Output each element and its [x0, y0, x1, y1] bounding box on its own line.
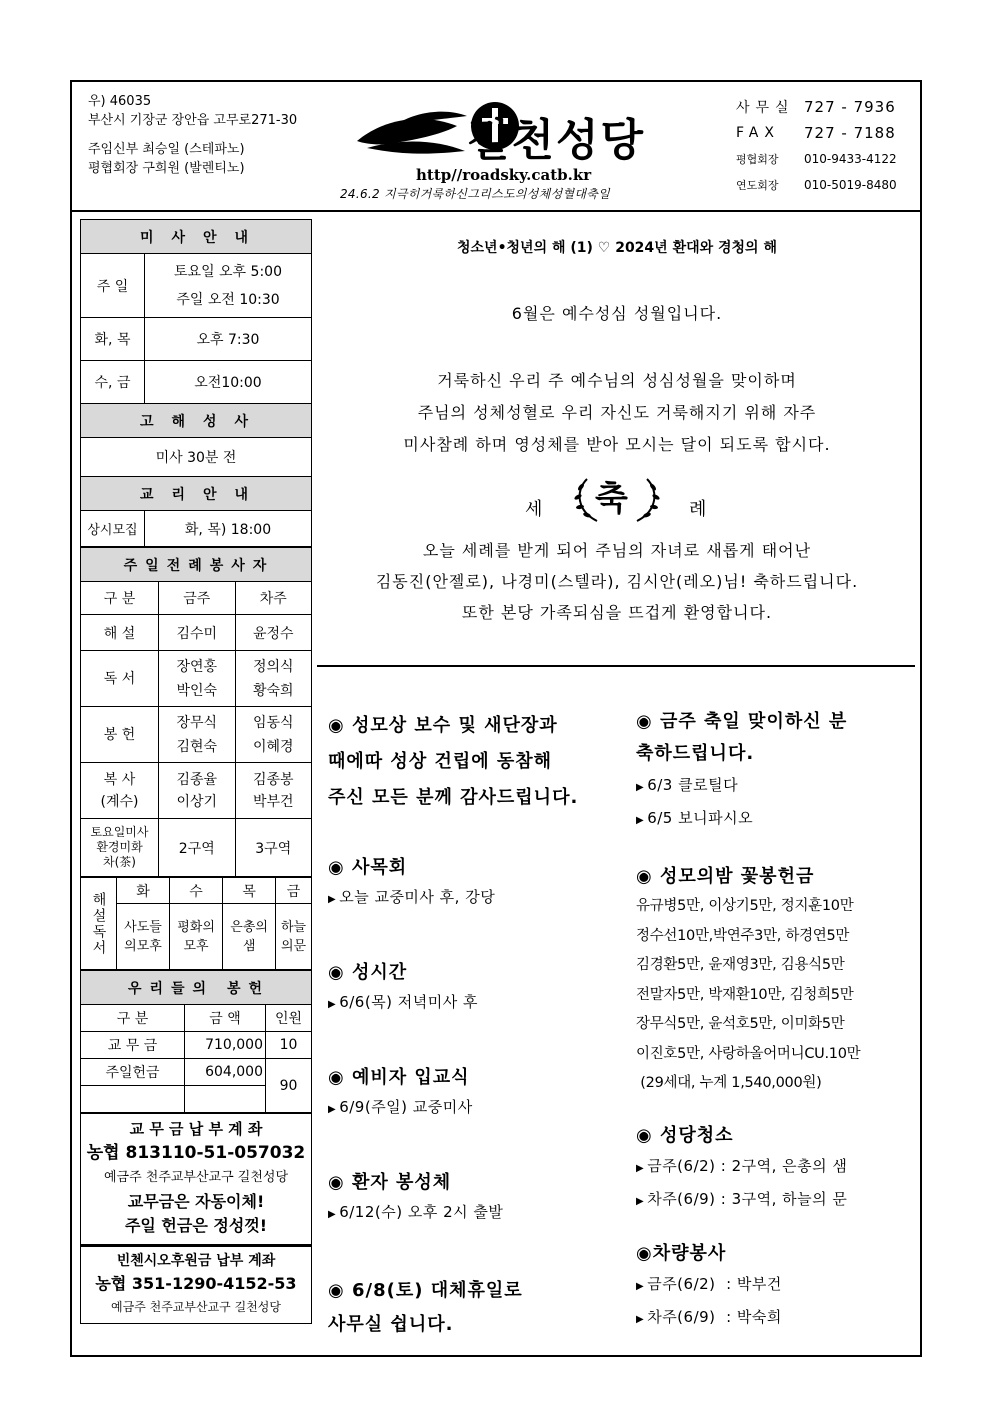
baptism-emblem [517, 469, 717, 529]
chair-phone: 010-9433-4122 [804, 152, 897, 166]
notice-line: 주님의 성체성혈로 우리 자신도 거룩해지기 위해 자주 [417, 403, 817, 422]
main-notice [317, 219, 917, 666]
weekday-group: 은총의 샘 [223, 904, 276, 970]
liturgy-col-header: 구 분 [81, 582, 159, 615]
liturgy-col-header: 금주 [159, 582, 236, 615]
tuethu-time: 오후 7:30 [145, 318, 312, 361]
weekday-group: 사도들 의모후 [117, 904, 170, 970]
vincent-account-box [80, 1245, 312, 1324]
vincent-title: 빈첸시오후원금 납부 계좌 [116, 1253, 276, 1269]
triangle-bullet-icon: ▶ [328, 1104, 337, 1115]
pastor-name: 주임신부 최승일 (스테파노) [88, 142, 245, 157]
confession-text: 미사 30분 전 [81, 438, 312, 477]
confession-title: 고해성사 [81, 404, 312, 438]
liturgy-role: 토요일미사 환경미화 차(茶) [81, 819, 159, 877]
sunday-time-1: 토요일 오후 5:00 [174, 263, 282, 280]
section-divider [317, 665, 915, 667]
account-note-2: 주일 헌금은 정성껏! [124, 1216, 268, 1235]
fax-label: FAX [736, 125, 780, 141]
council-chair-name: 평협회장 구희원 (발렌티노) [88, 161, 245, 176]
notice-line: 거룩하신 우리 주 예수님의 성심성월을 맞이하며 [437, 371, 797, 390]
weekday-lectors-table [80, 877, 312, 970]
weekday-group: 평화의 모후 [170, 904, 223, 970]
cleaning-title: ◉ 성당청소 [636, 1124, 734, 1146]
feast-title: ◉ 금주 축일 맞이하신 분 [636, 711, 848, 732]
account-box [80, 1113, 312, 1245]
offering-col-header: 인원 [266, 1005, 312, 1032]
catechism-label: 상시모집 [81, 511, 145, 547]
offering-col-header: 구 분 [81, 1005, 185, 1032]
liturgy-role: 봉 헌 [81, 707, 159, 763]
flower-offering-line: 김경환5만, 윤재영3만, 김용식5만 [636, 957, 845, 973]
address: 부산시 기장군 장안읍 고무로271-30 [88, 113, 298, 128]
liturgy-this-week: 이상기 [176, 793, 218, 810]
account-note-1: 교무금은 자동이체! [127, 1192, 265, 1211]
triangle-bullet-icon: ▶ [328, 1209, 337, 1220]
news-item-title: ◉ 예비자 입교식 [328, 1067, 470, 1088]
assoc-phone: 010-5019-8480 [804, 178, 897, 192]
offering-amount: 604,000 [185, 1059, 266, 1086]
liturgy-col-header: 차주 [235, 582, 312, 615]
weekday-role-label: 해설독서 [81, 878, 117, 970]
postal-code: 우) 46035 [88, 94, 152, 109]
bulletin-header [72, 82, 920, 212]
account-holder: 예금주 천주교부산교구 길천성당 [103, 1170, 289, 1185]
flower-offering-line: 이진호5만, 사랑하올어머니CU.10만 [636, 1045, 861, 1062]
baptism-line: 오늘 세례를 받게 되어 주님의 자녀로 새롭게 태어난 [422, 541, 812, 560]
emblem-center-char: 축 [595, 479, 628, 519]
liturgy-next-week: 3구역 [235, 819, 312, 877]
catechism-time: 화, 목) 18:00 [145, 511, 312, 547]
liturgy-next-week: 정의식 [252, 658, 294, 675]
wedfri-time: 오전10:00 [145, 361, 312, 404]
emblem-right-char: 례 [689, 499, 707, 520]
weekday-day: 금 [276, 878, 312, 904]
baptism-line: 김동진(안젤로), 나경미(스텔라), 김시안(레오)님! 축하드립니다. [375, 572, 859, 591]
liturgy-next-week: 윤정수 [235, 615, 312, 651]
church-address-block [88, 92, 297, 178]
mass-table [80, 219, 312, 547]
liturgy-this-week: 장무식 [176, 714, 218, 731]
office-phone: 727 - 7936 [804, 98, 896, 116]
feast-title: 축하드립니다. [636, 743, 755, 764]
offering-table [80, 970, 312, 1113]
flower-offering-line: 정수선10만,박연주3만, 하경연5만 [636, 927, 850, 944]
emblem-left-char: 세 [525, 499, 543, 520]
triangle-bullet-icon: ▶ [328, 894, 337, 905]
account-title: 교 무 금 납 부 계 좌 [129, 1120, 263, 1138]
liturgy-role: 독 서 [81, 651, 159, 707]
offering-label: 주일헌금 [81, 1059, 185, 1086]
sidebar [80, 219, 312, 1324]
liturgy-this-week: 김현숙 [176, 738, 218, 755]
church-website[interactable]: http//roadsky.catb.kr [416, 166, 592, 184]
cleaning-item: 금주(6/2) : 2구역, 은총의 샘 [647, 1156, 848, 1175]
flower-offering-line: 전말자5만, 박재환10만, 김청희5만 [636, 986, 854, 1003]
liturgy-next-week: 이혜경 [252, 738, 294, 755]
triangle-bullet-icon: ▶ [636, 1195, 645, 1207]
news-right-column [636, 706, 916, 1335]
flower-offering-title: ◉ 성모의밤 꽃봉헌금 [636, 866, 815, 887]
flower-offering-line: (29세대, 누계 1,540,000원) [636, 1075, 822, 1091]
liturgy-this-week: 장연홍 [176, 658, 218, 675]
flower-offering-line: 유규병5만, 이상기5만, 정지훈10만 [636, 898, 854, 914]
weekday-group: 하늘 의문 [276, 904, 312, 970]
office-label: 사무실 [736, 100, 795, 116]
contact-block [736, 94, 916, 198]
offering-col-header: 금 액 [185, 1005, 266, 1032]
liturgy-this-week: 김종율 [176, 771, 218, 788]
liturgy-this-week: 박인숙 [176, 682, 218, 699]
driving-item: 차주(6/9) : 박숙희 [647, 1307, 782, 1326]
triangle-bullet-icon: ▶ [636, 782, 645, 793]
offering-amount: 710,000 [185, 1032, 266, 1059]
mass-title: 미사안내 [81, 220, 312, 254]
wedfri-label: 수, 금 [81, 361, 145, 404]
thanks-line: ◉ 성모상 보수 및 새단장과 [328, 715, 558, 736]
closing-line: ◉ 6/8(토) 대체휴일로 [328, 1280, 523, 1301]
notice-line: 미사참례 하며 영성체를 받아 모시는 달이 되도록 합시다. [403, 435, 831, 454]
notice-title: 청소년•청년의 해 (1) ♡ 2024년 환대와 경청의 해 [457, 240, 777, 256]
catechism-title: 교리안내 [81, 477, 312, 511]
weekday-day: 목 [223, 878, 276, 904]
liturgy-next-week: 황숙희 [252, 682, 294, 699]
triangle-bullet-icon: ▶ [328, 999, 337, 1010]
weekday-day: 화 [117, 878, 170, 904]
liturgy-title: 주일전례봉사자 [81, 548, 312, 582]
baptism-line: 또한 본당 가족되심을 뜨겁게 환영합니다. [461, 603, 773, 622]
triangle-bullet-icon: ▶ [636, 1280, 645, 1292]
bulletin-date-feast: 24.6.2 지극히거룩하신그리스도의성체성혈대축일 [340, 187, 611, 201]
news-item-title: ◉ 성시간 [328, 962, 408, 983]
fax-phone: 727 - 7188 [804, 124, 896, 142]
liturgy-role: 복 사 (계수) [81, 763, 159, 819]
liturgy-next-week: 임동식 [252, 714, 294, 731]
news-item-text: 6/6(목) 저녁미사 후 [339, 993, 479, 1011]
triangle-bullet-icon: ▶ [636, 1313, 645, 1325]
offering-label: 교 무 금 [81, 1032, 185, 1059]
offering-count: 10 [266, 1032, 312, 1059]
vincent-number: 농협 351-1290-4152-53 [95, 1274, 297, 1293]
sunday-time-2: 주일 오전 10:30 [176, 291, 280, 308]
church-name-title: 길천성당 [467, 115, 646, 166]
news-item-text: 오늘 교중미사 후, 강당 [339, 888, 496, 906]
feast-item: 6/3 클로틸다 [647, 776, 739, 794]
weekday-day: 수 [170, 878, 223, 904]
cleaning-item: 차주(6/9) : 3구역, 하늘의 문 [647, 1189, 848, 1208]
liturgy-next-week: 김종봉 [252, 771, 294, 788]
offering-title: 우리들의 봉헌 [81, 971, 312, 1005]
liturgy-role: 해 설 [81, 615, 159, 651]
assoc-label: 연도회장 [736, 179, 779, 192]
feast-item: 6/5 보니파시오 [647, 809, 754, 827]
month-line: 6월은 예수성심 성월입니다. [511, 304, 723, 323]
triangle-bullet-icon: ▶ [636, 815, 645, 826]
liturgy-this-week: 2구역 [159, 819, 236, 877]
news-item-text: 6/12(수) 오후 2시 출발 [339, 1203, 504, 1221]
driving-item: 금주(6/2) : 박부건 [647, 1274, 782, 1293]
closing-line: 사무실 쉽니다. [328, 1314, 454, 1335]
news-item-text: 6/9(주일) 교중미사 [339, 1098, 473, 1116]
thanks-line: 주신 모든 분께 감사드립니다. [328, 787, 579, 808]
sunday-label: 주 일 [81, 254, 145, 318]
vincent-holder: 예금주 천주교부산교구 길천성당 [111, 1300, 281, 1314]
liturgy-table [80, 547, 312, 877]
account-number: 농협 813110-51-057032 [86, 1143, 306, 1163]
liturgy-next-week: 박부건 [252, 793, 294, 810]
news-item-title: ◉ 사목회 [328, 857, 408, 878]
news-left-column [328, 708, 618, 1342]
thanks-line: 때에따 성상 건립에 동참해 [328, 751, 553, 772]
flower-offering-line: 장무식5만, 윤석호5만, 이미화5만 [636, 1016, 845, 1032]
chair-label: 평협회장 [736, 153, 779, 166]
tuethu-label: 화, 목 [81, 318, 145, 361]
news-item-title: ◉ 환자 봉성체 [328, 1172, 452, 1193]
liturgy-this-week: 김수미 [159, 615, 236, 651]
driving-title: ◉차량봉사 [636, 1242, 727, 1264]
triangle-bullet-icon: ▶ [636, 1162, 645, 1174]
offering-count: 90 [266, 1059, 312, 1113]
